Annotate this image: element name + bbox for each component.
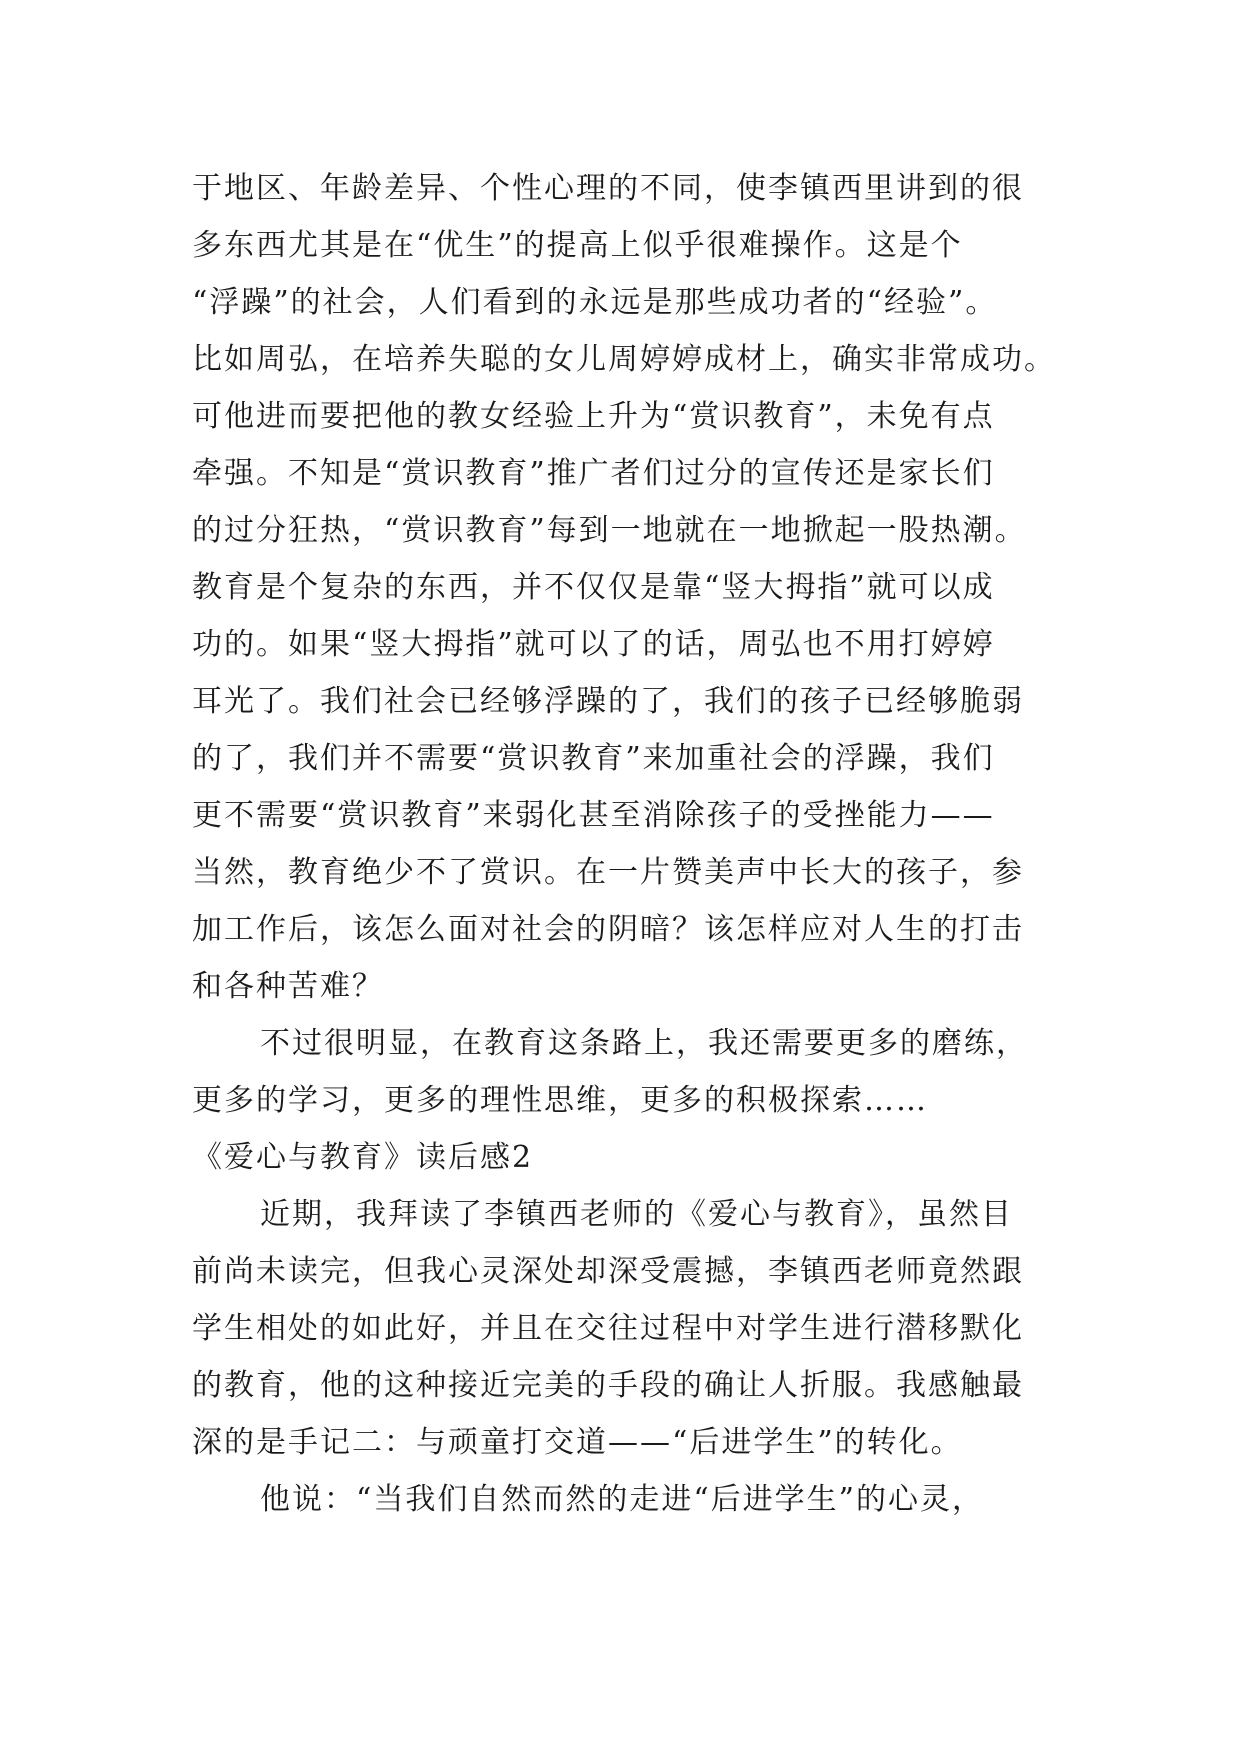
text-line: 比如周弘，在培养失聪的女儿周婷婷成材上，确实非常成功。 [192, 342, 1056, 377]
text-line: 牵强。不知是“赏识教育”推广者们过分的宣传还是家长们 [192, 456, 995, 491]
text-line: 前尚未读完，但我心灵深处却深受震撼，李镇西老师竟然跟 [192, 1254, 1024, 1289]
text-line: 的了，我们并不需要“赏识教育”来加重社会的浮躁，我们 [192, 741, 995, 776]
text-line: 更多的学习，更多的理性思维，更多的积极探索…… [192, 1083, 928, 1118]
text-line: 可他进而要把他的教女经验上升为“赏识教育”，未免有点 [192, 399, 995, 434]
text-line: 和各种苦难？ [192, 969, 384, 1004]
text-line: 多东西尤其是在“优生”的提高上似乎很难操作。这是个 [192, 228, 963, 263]
text-line: 的教育，他的这种接近完美的手段的确让人折服。我感触最 [192, 1368, 1024, 1403]
text-line: 加工作后，该怎么面对社会的阴暗？该怎样应对人生的打击 [192, 912, 1024, 947]
document-body [192, 160, 1072, 1528]
text-line: “浮躁”的社会，人们看到的永远是那些成功者的“经验”。 [192, 285, 998, 320]
text-line: 于地区、年龄差异、个性心理的不同，使李镇西里讲到的很 [192, 171, 1024, 206]
paragraph-start-line: 近期，我拜读了李镇西老师的《爱心与教育》，虽然目 [260, 1197, 1013, 1232]
text-line: 当然，教育绝少不了赏识。在一片赞美声中长大的孩子，参 [192, 855, 1024, 890]
text-line: 耳光了。我们社会已经够浮躁的了，我们的孩子已经够脆弱 [192, 684, 1024, 719]
text-line: 更不需要“赏识教育”来弱化甚至消除孩子的受挫能力—— [192, 798, 995, 833]
text-line: 深的是手记二：与顽童打交道——“后进学生”的转化。 [192, 1425, 963, 1460]
section-heading: 《爱心与教育》读后感2 [192, 1140, 534, 1175]
paragraph-start-line: 不过很明显，在教育这条路上，我还需要更多的磨练， [260, 1026, 1028, 1061]
paragraph-start-line: 他说：“当我们自然而然的走进“后进学生”的心灵， [260, 1482, 985, 1517]
text-line: 教育是个复杂的东西，并不仅仅是靠“竖大拇指”就可以成 [192, 570, 995, 605]
text-line: 的过分狂热，“赏识教育”每到一地就在一地掀起一股热潮。 [192, 513, 1027, 548]
text-line: 学生相处的如此好，并且在交往过程中对学生进行潜移默化 [192, 1311, 1024, 1346]
text-line: 功的。如果“竖大拇指”就可以了的话，周弘也不用打婷婷 [192, 627, 995, 662]
